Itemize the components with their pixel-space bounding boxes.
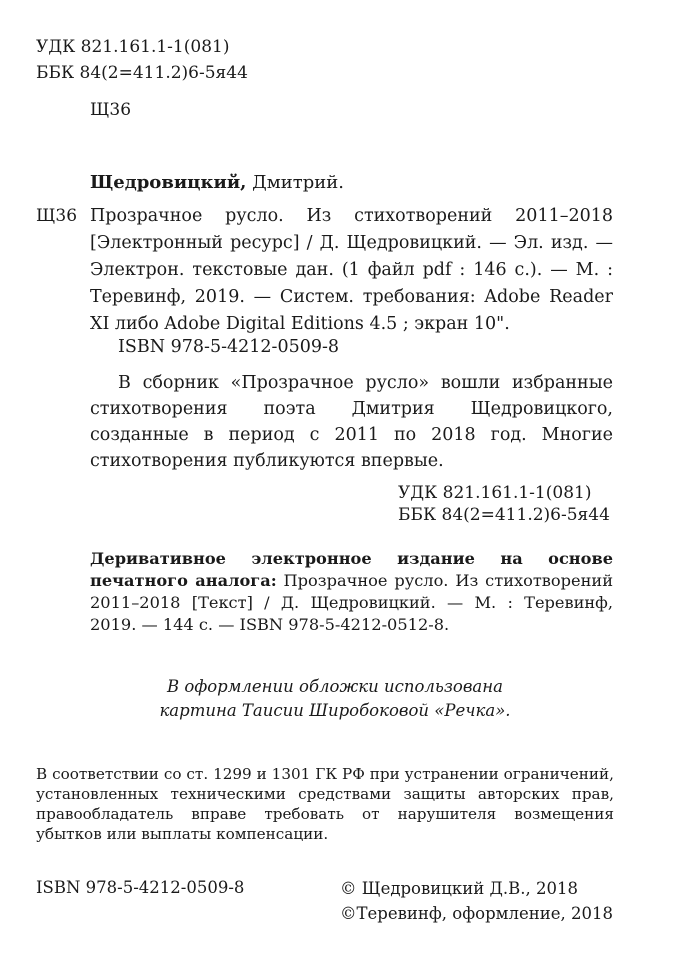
author-surname: Щедровицкий, <box>90 172 247 193</box>
derivative-text: Прозрачное русло. Из стихотворений 2011–2018 [Текст] / Д. Щедровицкий. — М. : Теревинф, 2019. — 144 с. — ISBN 978-5-4212-0512-8. <box>90 571 613 634</box>
copyrights <box>340 876 613 926</box>
cover-note-line1: В оформлении обложки использована <box>167 677 503 696</box>
annotation: В сборник «Прозрачное русло» вошли избранные стихотворения поэта Дмитрия Щедровицкого, созданные в период с 2011 по 2018 год. Многие стихотворения публикуются впервые. <box>90 373 613 471</box>
copyright-publisher: ©Теревинф, оформление, 2018 <box>340 904 613 923</box>
bibliographic-description: Прозрачное русло. Из стихотворений 2011–2018 [Электронный ресурс] / Д. Щедровицкий. — Эл. изд. — Электрон. текстовые дан. (1 файл pdf : 146 с.). — М. : Теревинф, 2019. — Систем. требования: Adobe Reader XI либо Adobe Digital Editions 4.5 ; экран 10". <box>90 206 613 334</box>
isbn-main: ISBN 978-5-4212-0509-8 <box>118 337 340 357</box>
derivative-edition-note <box>90 548 613 636</box>
cover-note-line2: картина Таисии Широбоковой «Речка». <box>159 701 511 720</box>
bbk-code-right: ББК 84(2=411.2)6-5я44 <box>398 505 610 525</box>
bbk-code: ББК 84(2=411.2)6-5я44 <box>36 63 248 83</box>
classification-codes-right <box>398 482 610 526</box>
cover-note <box>100 675 570 723</box>
author-sign-top: Щ36 <box>90 100 132 120</box>
author-heading <box>90 172 344 193</box>
derivative-bold: Деривативное электронное издание на основе печатного аналога: <box>90 549 613 590</box>
udk-code: УДК 821.161.1-1(081) <box>36 37 230 57</box>
classification-codes <box>36 34 248 86</box>
udk-code-right: УДК 821.161.1-1(081) <box>398 483 592 503</box>
author-name: Дмитрий. <box>246 172 344 193</box>
author-sign-left: Щ36 <box>36 206 78 226</box>
isbn-footer: ISBN 978-5-4212-0509-8 <box>36 878 245 897</box>
rights-notice: В соответствии со ст. 1299 и 1301 ГК РФ при устранении ограничений, установленных техническими средствами защиты авторских прав, правообладатель вправе требовать от нарушителя возмещения убытков или выплаты компенсации. <box>36 765 614 843</box>
copyright-author: © Щедровицкий Д.В., 2018 <box>340 879 578 898</box>
